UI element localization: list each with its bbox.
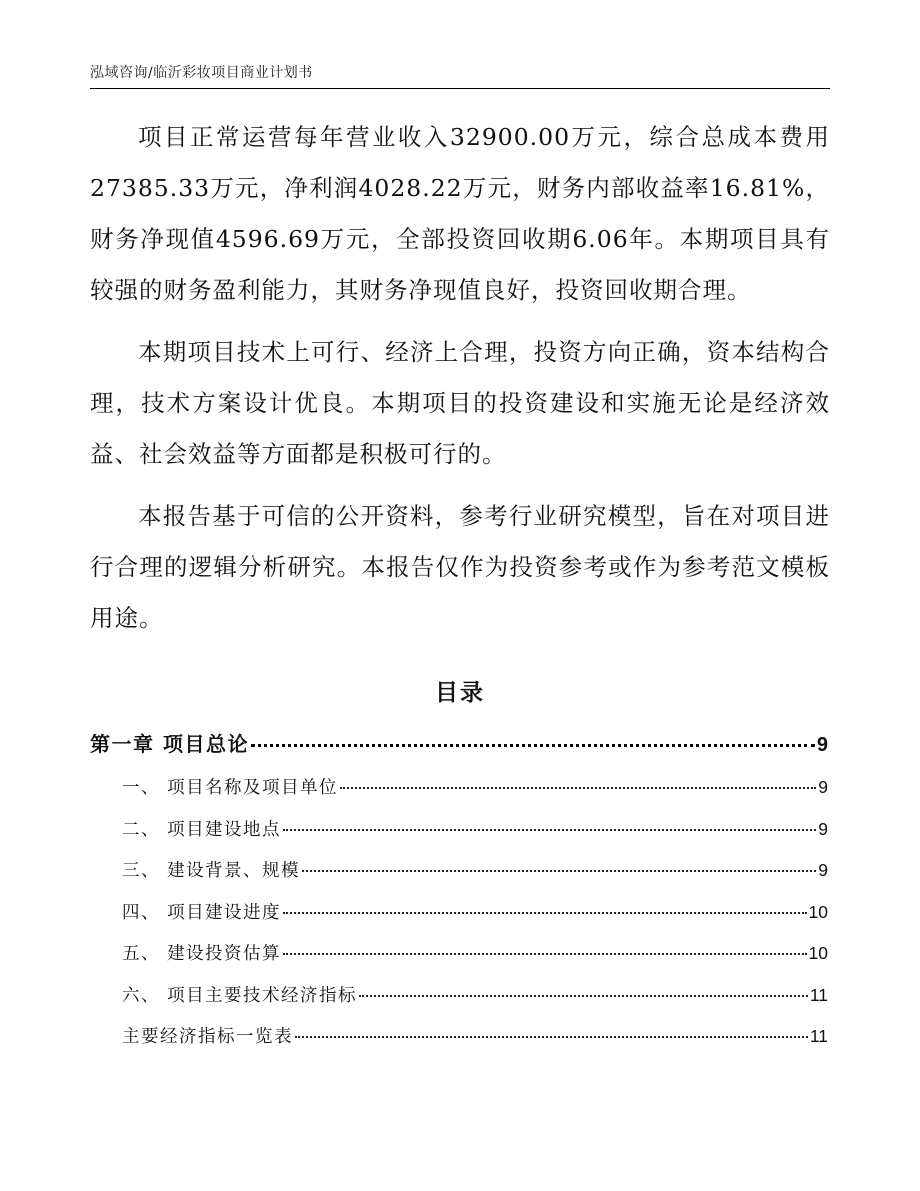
toc-entry-label: 二、 项目建设地点 (122, 819, 282, 840)
toc-table-entry[interactable] (90, 1023, 828, 1065)
toc-leader-dots (295, 1036, 808, 1038)
toc-chapter-1[interactable] (90, 728, 828, 774)
table-of-contents (90, 728, 828, 1065)
toc-chapter-page: 9 (816, 734, 828, 756)
toc-entry-label: 四、 项目建设进度 (122, 902, 282, 923)
toc-leader-dots (251, 744, 815, 747)
toc-title: 目录 (435, 680, 485, 706)
toc-leader-dots (302, 870, 816, 872)
toc-table-label: 主要经济指标一览表 (122, 1027, 293, 1047)
toc-leader-dots (340, 787, 816, 789)
toc-entry[interactable] (90, 774, 828, 816)
body-text (90, 112, 830, 655)
toc-leader-dots (359, 995, 808, 997)
running-header: 泓域咨询/临沂彩妆项目商业计划书 (90, 65, 313, 81)
header-divider (90, 88, 830, 89)
toc-entry-page: 10 (808, 901, 828, 922)
toc-chapter-label: 第一章 项目总论 (90, 732, 249, 756)
toc-entry-page: 9 (818, 818, 828, 839)
toc-entry-page: 11 (809, 984, 828, 1005)
toc-table-page: 11 (809, 1026, 828, 1046)
toc-entry-label: 六、 项目主要技术经济指标 (122, 985, 358, 1006)
toc-entry[interactable] (90, 899, 828, 941)
toc-entry-page: 9 (818, 860, 828, 880)
toc-entry[interactable] (90, 816, 828, 858)
toc-entry-label: 三、 建设背景、规模 (122, 861, 301, 881)
paragraph-feasibility: 本期项目技术上可行、经济上合理，投资方向正确，资本结构合理，技术方案设计优良。本期项目的投资建设和实施无论是经济效益、社会效益等方面都是积极可行的。 (90, 338, 830, 468)
toc-entry-label: 五、 建设投资估算 (122, 944, 282, 964)
paragraph-disclaimer: 本报告基于可信的公开资料，参考行业研究模型，旨在对项目进行合理的逻辑分析研究。本报告仅作为投资参考或作为参考范文模板用途。 (90, 502, 830, 632)
toc-entry-page: 10 (808, 943, 828, 963)
toc-entry[interactable] (90, 940, 828, 982)
paragraph-financial-summary: 项目正常运营每年营业收入32900.00万元，综合总成本费用27385.33万元，净利润4028.22万元，财务内部收益率16.81%，财务净现值4596.69万元，全部投资回收期6.06年。本期项目具有较强的财务盈利能力，其财务净现值良好，投资回收期合理。 (90, 123, 830, 304)
toc-leader-dots (283, 953, 806, 955)
toc-entry-label: 一、 项目名称及项目单位 (122, 778, 339, 798)
toc-entry[interactable] (90, 857, 828, 899)
toc-entry[interactable] (90, 982, 828, 1024)
toc-entry-page: 9 (818, 777, 828, 797)
toc-leader-dots (283, 912, 806, 914)
toc-leader-dots (283, 829, 816, 831)
